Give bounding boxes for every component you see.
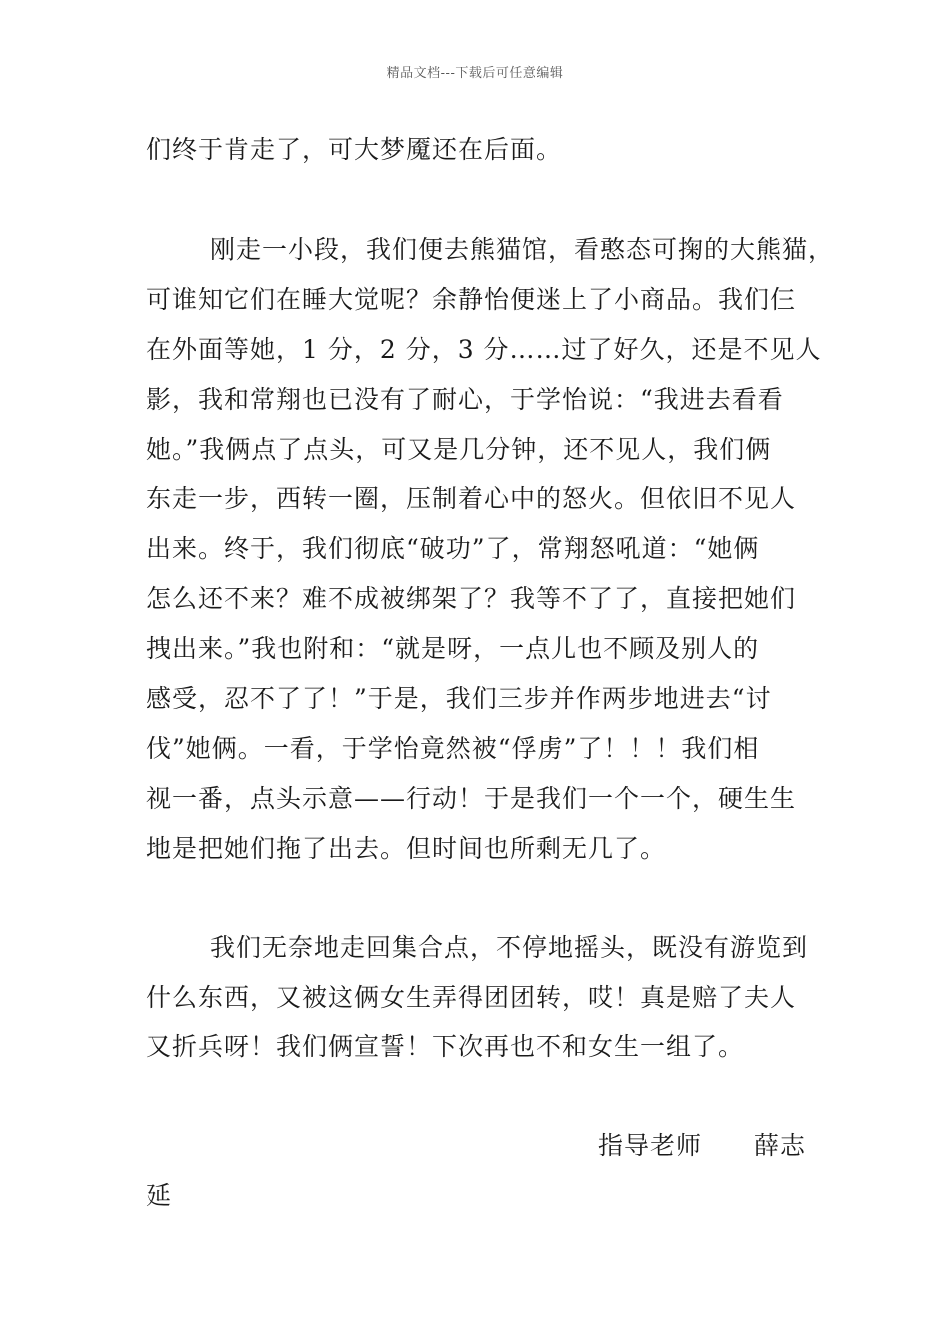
- paragraph-line: 们终于肯走了，可大梦魇还在后面。: [146, 135, 563, 164]
- paragraph-line: 又折兵呀！我们俩宣誓！下次再也不和女生一组了。: [146, 1032, 745, 1061]
- paragraph-line: 东走一步，西转一圈，压制着心中的怒火。但依旧不见人: [146, 484, 797, 513]
- paragraph-line: 可谁知它们在睡大觉呢？余静怡便迷上了小商品。我们仨: [146, 285, 797, 314]
- page-header: 精品文档---下载后可任意编辑: [386, 66, 564, 81]
- paragraph-line: 伐”她俩。一看，于学怡竟然被“俘虏”了！！！我们相: [146, 734, 760, 763]
- paragraph-line: 我们无奈地走回集合点，不停地摇头，既没有游览到: [210, 933, 809, 962]
- paragraph-line: 感受，忍不了了！”于是，我们三步并作两步地进去“讨: [146, 684, 772, 713]
- paragraph-line: 在外面等她，1 分，2 分，3 分……过了好久，还是不见人: [146, 335, 822, 364]
- paragraph-line: 刚走一小段，我们便去熊猫馆，看憨态可掬的大熊猫，: [210, 235, 835, 264]
- signature-line: 指导老师 薛志: [598, 1131, 807, 1160]
- paragraph-line: 拽出来。”我也附和：“就是呀，一点儿也不顾及别人的: [146, 634, 760, 663]
- paragraph-line: 影，我和常翔也已没有了耐心，于学怡说：“我进去看看: [146, 385, 784, 414]
- paragraph-line: 她。”我俩点了点头，可又是几分钟，还不见人，我们俩: [146, 435, 772, 464]
- paragraph-line: 出来。终于，我们彻底“破功”了，常翔怒吼道：“她俩: [146, 534, 760, 563]
- paragraph-line: 地是把她们拖了出去。但时间也所剩无几了。: [146, 834, 667, 863]
- paragraph-line: 视一番，点头示意——行动！于是我们一个一个，硬生生: [146, 784, 797, 813]
- paragraph-line: 怎么还不来？难不成被绑架了？我等不了了，直接把她们: [146, 584, 797, 613]
- signature-line: 延: [146, 1181, 173, 1210]
- paragraph-line: 什么东西，又被这俩女生弄得团团转，哎！真是赔了夫人: [146, 983, 797, 1012]
